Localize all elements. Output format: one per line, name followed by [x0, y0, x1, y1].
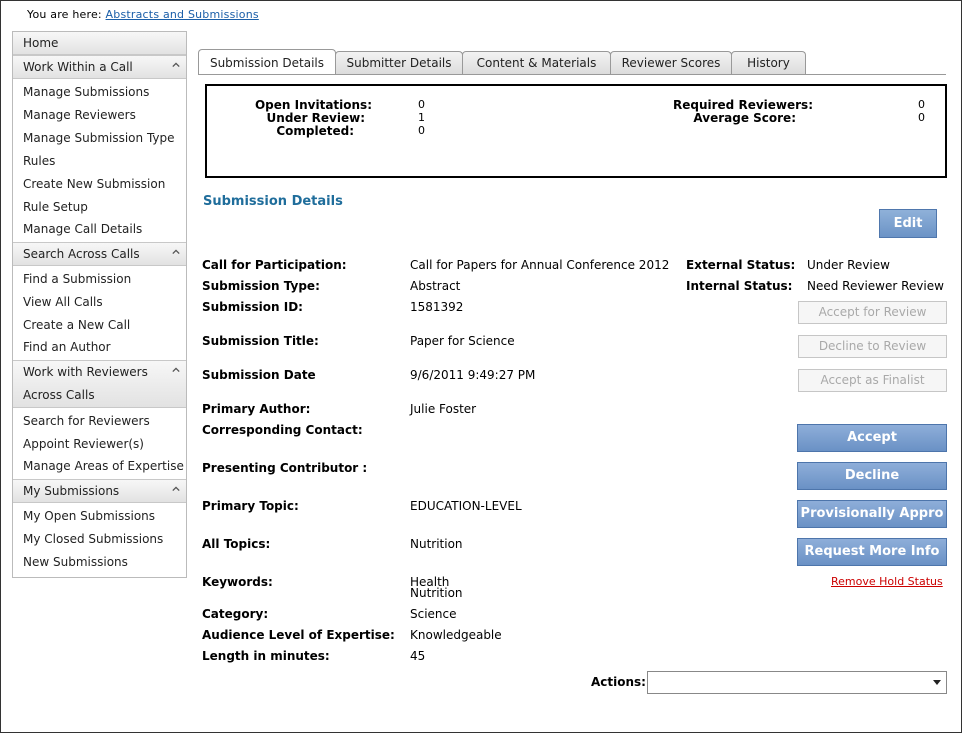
section-title: Work Within a Call — [23, 60, 133, 74]
decline-to-review-button[interactable]: Decline to Review — [798, 335, 947, 358]
audience-level-label: Audience Level of Expertise: — [202, 628, 395, 642]
sidebar-home-label: Home — [23, 36, 59, 50]
submission-date-value: 9/6/2011 9:49:27 PM — [410, 368, 536, 382]
under-review-label: Under Review: — [266, 111, 365, 125]
chevron-up-icon — [172, 248, 180, 256]
primary-topic-label: Primary Topic: — [202, 499, 299, 513]
open-invitations-label: Open Invitations: — [254, 98, 372, 112]
section-title-line2: Across Calls — [23, 388, 95, 402]
completed-value: 0 — [418, 124, 425, 137]
tab-reviewer-scores[interactable]: Reviewer Scores — [610, 51, 732, 74]
actions-select[interactable] — [647, 671, 947, 694]
sidebar-section-my-submissions[interactable] — [13, 479, 186, 503]
tab-content-materials[interactable]: Content & Materials — [462, 51, 611, 74]
tab-history[interactable]: History — [731, 51, 806, 74]
all-topics-value: Nutrition — [410, 537, 463, 551]
decline-button[interactable]: Decline — [797, 462, 947, 490]
provisionally-approve-button[interactable]: Provisionally Appro — [797, 500, 947, 528]
sidebar-item-rules[interactable]: Rules — [23, 154, 56, 168]
category-value: Science — [410, 607, 457, 621]
category-label: Category: — [202, 607, 269, 621]
breadcrumb-prefix: You are here: — [27, 8, 102, 21]
primary-author-label: Primary Author: — [202, 402, 311, 416]
sidebar-item-new-submissions[interactable]: New Submissions — [23, 555, 128, 569]
sidebar-item-manage-reviewers[interactable]: Manage Reviewers — [23, 108, 136, 122]
dropdown-arrow-icon — [933, 680, 941, 685]
accept-button[interactable]: Accept — [797, 424, 947, 452]
submission-title-value: Paper for Science — [410, 334, 515, 348]
sidebar-item-manage-submission-type[interactable]: Manage Submission Type — [23, 131, 175, 145]
accept-as-finalist-button[interactable]: Accept as Finalist — [798, 369, 947, 392]
submission-id-value: 1581392 — [410, 300, 464, 314]
primary-topic-value: EDUCATION-LEVEL — [410, 499, 522, 513]
section-title: My Submissions — [23, 484, 120, 498]
chevron-up-icon — [172, 485, 180, 493]
review-stats-box — [205, 84, 947, 178]
completed-label: Completed: — [276, 124, 354, 138]
sidebar-item-view-all-calls[interactable]: View All Calls — [23, 295, 103, 309]
section-title-line1: Work with Reviewers — [23, 365, 148, 379]
actions-label: Actions: — [591, 675, 646, 689]
edit-button[interactable]: Edit — [879, 209, 937, 238]
open-invitations-value: 0 — [418, 98, 425, 111]
internal-status-label: Internal Status: — [686, 279, 793, 293]
sidebar-item-manage-submissions[interactable]: Manage Submissions — [23, 85, 150, 99]
external-status-value: Under Review — [807, 258, 890, 272]
required-reviewers-value: 0 — [918, 98, 925, 111]
average-score-value: 0 — [918, 111, 925, 124]
sidebar-item-find-author[interactable]: Find an Author — [23, 340, 111, 354]
average-score-label: Average Score: — [693, 111, 796, 125]
corresponding-contact-label: Corresponding Contact: — [202, 423, 363, 437]
accept-for-review-button[interactable]: Accept for Review — [798, 301, 947, 324]
tab-submitter-details[interactable]: Submitter Details — [335, 51, 463, 74]
submission-type-label: Submission Type: — [202, 279, 320, 293]
length-value: 45 — [410, 649, 426, 663]
keyword-item: Nutrition — [410, 586, 463, 600]
submission-id-label: Submission ID: — [202, 300, 303, 314]
length-label: Length in minutes: — [202, 649, 330, 663]
primary-author-value: Julie Foster — [410, 402, 477, 416]
sidebar-section-work-within-call[interactable] — [13, 55, 186, 79]
remove-hold-status-link[interactable]: Remove Hold Status — [831, 575, 943, 588]
chevron-up-icon — [172, 366, 180, 374]
submission-title-label: Submission Title: — [202, 334, 319, 348]
call-label: Call for Participation: — [202, 258, 347, 272]
chevron-up-icon — [172, 61, 180, 69]
presenting-contributor-label: Presenting Contributor : — [202, 461, 368, 475]
sidebar-home[interactable] — [13, 32, 186, 55]
all-topics-label: All Topics: — [202, 537, 271, 551]
sidebar — [12, 31, 187, 578]
audience-level-value: Knowledgeable — [410, 628, 502, 642]
sidebar-section-search-across-calls[interactable] — [13, 242, 186, 266]
tab-submission-details[interactable]: Submission Details — [198, 49, 336, 74]
sidebar-section-work-with-reviewers[interactable] — [13, 360, 186, 408]
under-review-value: 1 — [418, 111, 425, 124]
sidebar-item-manage-areas-expertise[interactable]: Manage Areas of Expertise — [23, 459, 184, 473]
call-value: Call for Papers for Annual Conference 2012 — [410, 258, 670, 272]
sidebar-item-create-new-submission[interactable]: Create New Submission — [23, 177, 166, 191]
sidebar-item-appoint-reviewers[interactable]: Appoint Reviewer(s) — [23, 437, 144, 451]
sidebar-item-my-open-submissions[interactable]: My Open Submissions — [23, 509, 156, 523]
external-status-label: External Status: — [686, 258, 796, 272]
keywords-label: Keywords: — [202, 575, 273, 589]
keyword-item: Health — [410, 575, 450, 589]
section-title: Search Across Calls — [23, 247, 140, 261]
breadcrumb-link[interactable]: Abstracts and Submissions — [105, 8, 259, 21]
sidebar-item-search-reviewers[interactable]: Search for Reviewers — [23, 414, 150, 428]
internal-status-value: Need Reviewer Review — [807, 279, 944, 293]
submission-date-label: Submission Date — [202, 368, 316, 382]
sidebar-item-manage-call-details[interactable]: Manage Call Details — [23, 222, 143, 236]
submission-type-value: Abstract — [410, 279, 461, 293]
sidebar-item-rule-setup[interactable]: Rule Setup — [23, 200, 88, 214]
sidebar-item-create-new-call[interactable]: Create a New Call — [23, 318, 131, 332]
sidebar-item-find-submission[interactable]: Find a Submission — [23, 272, 132, 286]
request-more-info-button[interactable]: Request More Info — [797, 538, 947, 566]
required-reviewers-label: Required Reviewers: — [673, 98, 813, 112]
sidebar-item-my-closed-submissions[interactable]: My Closed Submissions — [23, 532, 164, 546]
section-title-submission-details: Submission Details — [203, 194, 343, 209]
breadcrumb — [27, 8, 259, 21]
